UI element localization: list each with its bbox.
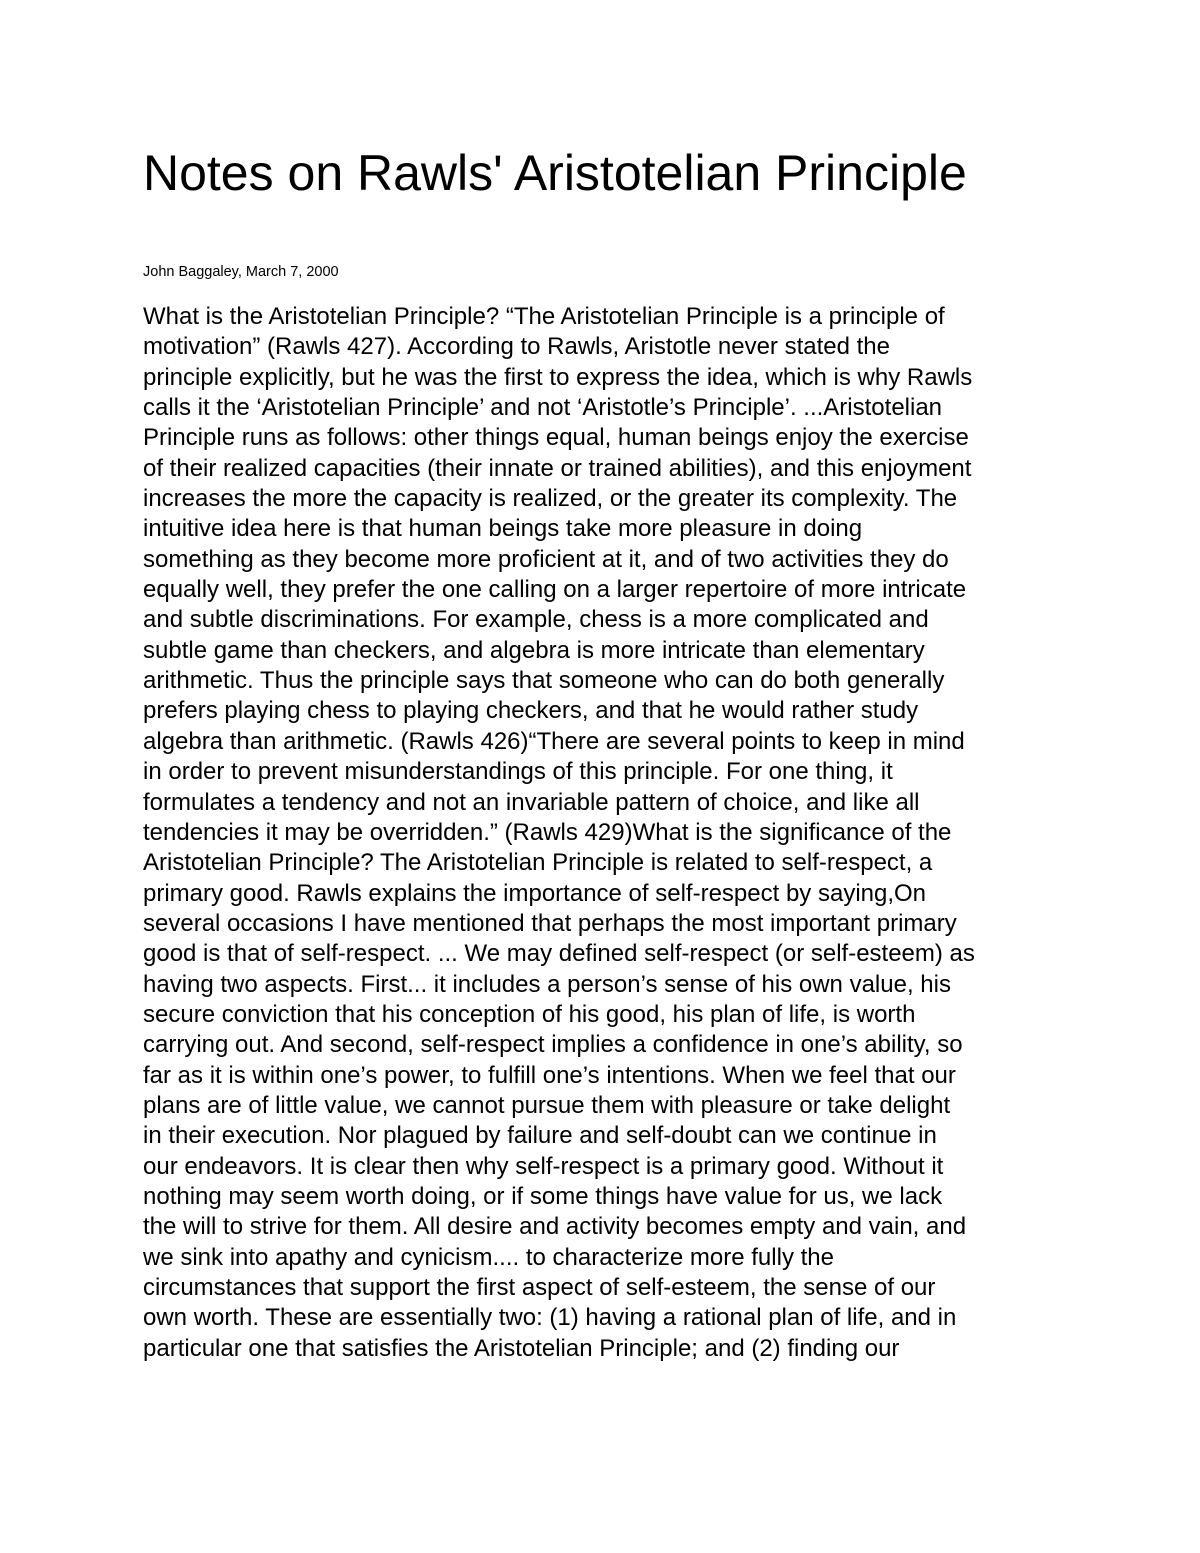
body-line: formulates a tendency and not an invariable pattern of choice, and like all: [143, 788, 920, 816]
body-line: particular one that satisfies the Aristotelian Principle; and (2) finding our: [143, 1334, 900, 1362]
body-line: principle explicitly, but he was the first to express the idea, which is why Rawls: [143, 363, 973, 391]
body-line: intuitive idea here is that human beings take more pleasure in doing: [143, 515, 863, 543]
body-line: we sink into apathy and cynicism.... to characterize more fully the: [143, 1243, 834, 1271]
body-line: circumstances that support the first aspect of self-esteem, the sense of our: [143, 1274, 936, 1301]
body-line: subtle game than checkers, and algebra is more intricate than elementary: [143, 636, 925, 664]
body-line: increases the more the capacity is realized, or the greater its complexity. The: [143, 485, 958, 513]
body-line: algebra than arithmetic. (Rawls 426)“There are several points to keep in mind: [143, 727, 965, 755]
document-title: Notes on Rawls' Aristotelian Principle: [143, 145, 967, 201]
body-line: Principle runs as follows: other things equal, human beings enjoy the exercise: [143, 424, 969, 452]
body-line: in their execution. Nor plagued by failure and self-doubt can we continue in: [143, 1122, 937, 1150]
body-line: in order to prevent misunderstandings of this principle. For one thing, it: [143, 758, 893, 786]
author-date-line: John Baggaley, March 7, 2000: [143, 264, 339, 280]
body-line: nothing may seem worth doing, or if some things have value for us, we lack: [143, 1182, 943, 1210]
body-line: calls it the ‘Aristotelian Principle’ and not ‘Aristotle’s Principle’. ...Aristotelian: [143, 394, 943, 422]
body-line: our endeavors. It is clear then why self-respect is a primary good. Without it: [143, 1152, 944, 1180]
body-line: good is that of self-respect. ... We may defined self-respect (or self-esteem) as: [143, 940, 975, 968]
body-line: something as they become more proficient at it, and of two activities they do: [143, 545, 949, 573]
body-line: plans are of little value, we cannot pursue them with pleasure or take delight: [143, 1091, 951, 1119]
body-line: own worth. These are essentially two: (1) having a rational plan of life, and in: [143, 1304, 957, 1332]
body-line: of their realized capacities (their innate or trained abilities), and this enjoyment: [143, 454, 972, 482]
body-line: What is the Aristotelian Principle? “The Aristotelian Principle is a principle of: [143, 303, 945, 330]
body-line: tendencies it may be overridden.” (Rawls 429)What is the significance of the: [143, 818, 952, 846]
body-line: equally well, they prefer the one calling on a larger repertoire of more intricate: [143, 576, 967, 604]
body-line: having two aspects. First... it includes a person’s sense of his own value, his: [143, 970, 951, 998]
body-line: carrying out. And second, self-respect implies a confidence in one’s ability, so: [143, 1031, 963, 1059]
body-line: and subtle discriminations. For example, chess is a more complicated and: [143, 606, 929, 634]
body-line: Aristotelian Principle? The Aristotelian Principle is related to self-respect, a: [143, 849, 933, 877]
body-line: prefers playing chess to playing checkers, and that he would rather study: [143, 697, 919, 725]
body-line: the will to strive for them. All desire and activity becomes empty and vain, and: [143, 1213, 967, 1241]
body-line: far as it is within one’s power, to fulfill one’s intentions. When we feel that our: [143, 1061, 956, 1089]
body-line: several occasions I have mentioned that perhaps the most important primary: [143, 909, 957, 937]
body-line: primary good. Rawls explains the importance of self-respect by saying,On: [143, 879, 927, 907]
body-line: arithmetic. Thus the principle says that someone who can do both generally: [143, 667, 945, 695]
body-line: secure conviction that his conception of his good, his plan of life, is worth: [143, 1000, 916, 1028]
body-line: motivation” (Rawls 427). According to Rawls, Aristotle never stated the: [143, 333, 890, 361]
body-text: [143, 302, 1083, 1364]
